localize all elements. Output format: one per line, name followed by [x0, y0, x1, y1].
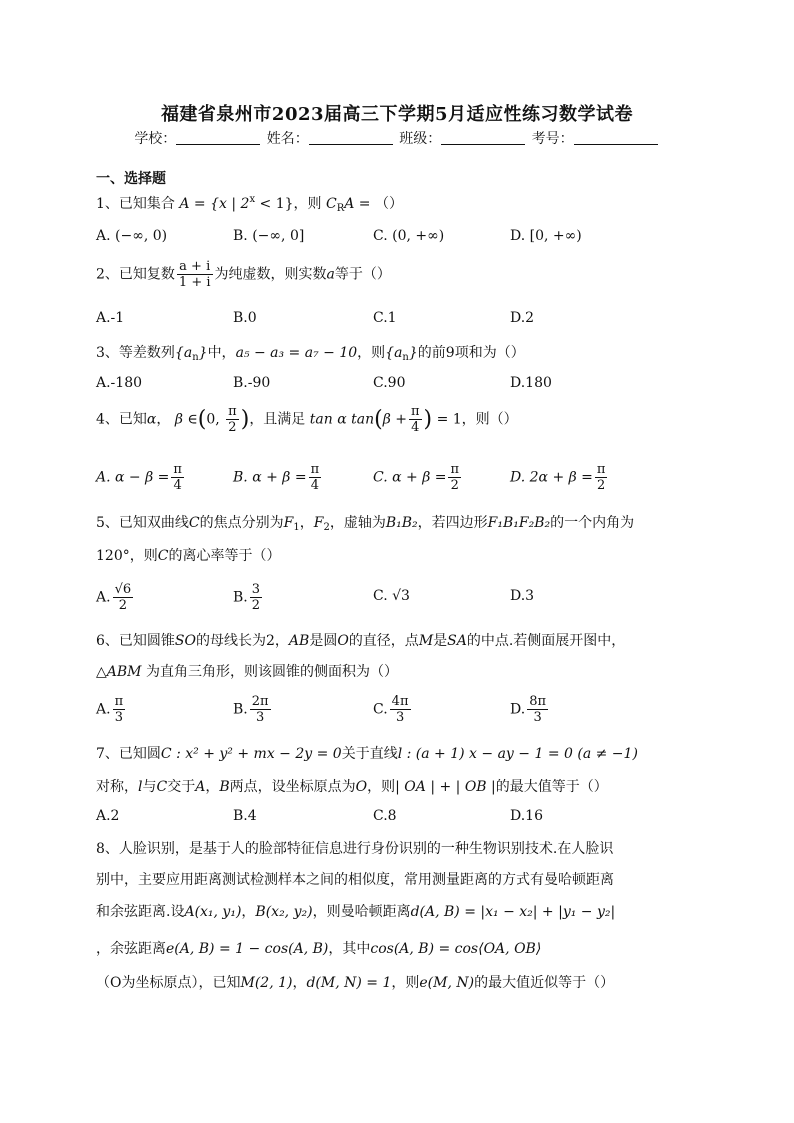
question-2-options: [96, 310, 656, 334]
question-8-line-4: ，余弦距离e(A, B) = 1 − cos(A, B)，其中cos(A, B) = cos⟨OA, OB⟩: [96, 941, 542, 957]
option-b[interactable]: B. $\frac{2\pi}{3}$: [233, 694, 269, 725]
option-b[interactable]: B. α + β = $\frac{\pi}{4}$: [233, 462, 320, 493]
question-5-line-2: 120°，则C的离心率等于（）: [96, 548, 281, 564]
name-label: 姓名：: [266, 131, 309, 147]
question-2: 2、已知复数 $\frac{a + i}{1 + i}$ 为纯虚数，则实数a等于（）: [96, 259, 391, 290]
option-b[interactable]: B.-90: [233, 375, 271, 391]
school-label: 学校：: [134, 131, 177, 147]
option-c[interactable]: C. α + β = $\frac{\pi}{2}$: [373, 462, 460, 493]
option-b[interactable]: B. (−∞, 0]: [233, 228, 305, 244]
option-c[interactable]: C. (0, +∞): [373, 228, 445, 244]
option-c[interactable]: C.1: [373, 310, 397, 326]
option-c[interactable]: C. $\frac{4\pi}{3}$: [373, 694, 409, 725]
question-4-options: [96, 462, 656, 493]
option-a[interactable]: A. α − β = $\frac{\pi}{4}$: [96, 462, 182, 493]
option-a[interactable]: A.-180: [96, 375, 143, 391]
option-a[interactable]: A.-1: [96, 310, 125, 326]
option-a[interactable]: A. $\frac{√6}{2}$: [96, 582, 132, 613]
class-label: 班级：: [399, 131, 442, 147]
question-8-line-2: 别中，主要应用距离测试检测样本之间的相似度，常用测量距离的方式有曼哈顿距离: [96, 872, 614, 888]
option-c[interactable]: C.90: [373, 375, 406, 391]
number-blank[interactable]: [574, 130, 658, 145]
option-d[interactable]: D. [0, +∞): [510, 228, 582, 244]
question-6-line-2: △ABM 为直角三角形，则该圆锥的侧面积为（）: [96, 664, 398, 680]
option-c[interactable]: C. √3: [373, 588, 410, 604]
option-d[interactable]: D.180: [510, 375, 552, 391]
option-d[interactable]: D.3: [510, 588, 535, 604]
option-b[interactable]: B.0: [233, 310, 257, 326]
student-info-line: [0, 128, 794, 148]
option-a[interactable]: A.2: [96, 808, 120, 824]
question-5-line-1: 5、已知双曲线C的焦点分别为$F_1$，$F_2$，虚轴为B₁B₂，若四边形F₁B₁F₂B₂的一个内角为: [96, 515, 635, 533]
option-d[interactable]: D.2: [510, 310, 535, 326]
question-8-line-3: 和余弦距离.设A(x₁, y₁)，B(x₂, y₂)，则曼哈顿距离d(A, B) = |x₁ − x₂| + |y₁ − y₂|: [96, 904, 616, 920]
fraction: $\frac{a + i}{1 + i}$: [178, 259, 211, 290]
option-a[interactable]: A. $\frac{\pi}{3}$: [96, 694, 124, 725]
option-c[interactable]: C.8: [373, 808, 397, 824]
question-3: 3、等差数列$\{a_n\}$中，a₅ − a₃ = a₇ − 10，则$\{a_n\}$的前9项和为（）: [96, 345, 525, 363]
question-4: 4、已知α， β ∈(0, $\frac{\pi}{2}$ )，且满足 tan α tan(β + $\frac{\pi}{4}$ ) = 1，则（）: [96, 404, 518, 435]
question-7-options: [96, 808, 656, 832]
question-5-options: [96, 582, 656, 613]
question-7-line-2: 对称，l与C交于A，B两点，设坐标原点为O，则| OA | + | OB |的最大值等于（）: [96, 779, 608, 795]
option-d[interactable]: D. 2α + β = $\frac{\pi}{2}$: [510, 462, 606, 493]
school-blank[interactable]: [176, 130, 260, 145]
question-8-line-5: （O为坐标原点），已知M(2, 1)，d(M, N) = 1，则e(M, N)的最大值近似等于（）: [96, 975, 615, 991]
question-1: 1、已知集合 A = {x | $2^x < 1$}，则 $C_RA$ = （）: [96, 194, 403, 214]
question-6-line-1: 6、已知圆锥SO的母线长为2，AB是圆O的直径，点M是SA的中点.若侧面展开图中，: [96, 633, 626, 649]
option-d[interactable]: D.16: [510, 808, 543, 824]
option-d[interactable]: D. $\frac{8\pi}{3}$: [510, 694, 547, 725]
option-b[interactable]: B.4: [233, 808, 257, 824]
option-b[interactable]: B. $\frac{3}{2}$: [233, 582, 261, 613]
class-blank[interactable]: [441, 130, 525, 145]
section-heading: 一、选择题: [96, 171, 166, 187]
question-7-line-1: 7、已知圆C : x² + y² + mx − 2y = 0关于直线l : (a + 1) x − ay − 1 = 0 (a ≠ −1): [96, 746, 638, 762]
question-6-options: [96, 694, 656, 725]
question-8-line-1: 8、人脸识别，是基于人的脸部特征信息进行身份识别的一种生物识别技术.在人脸识: [96, 841, 614, 857]
question-3-options: [96, 375, 656, 399]
option-a[interactable]: A. (−∞, 0): [96, 228, 168, 244]
name-blank[interactable]: [309, 130, 393, 145]
question-1-options: [96, 228, 656, 252]
exam-title: 福建省泉州市2023届高三下学期5月适应性练习数学试卷: [160, 104, 634, 125]
number-label: 考号：: [531, 131, 574, 147]
